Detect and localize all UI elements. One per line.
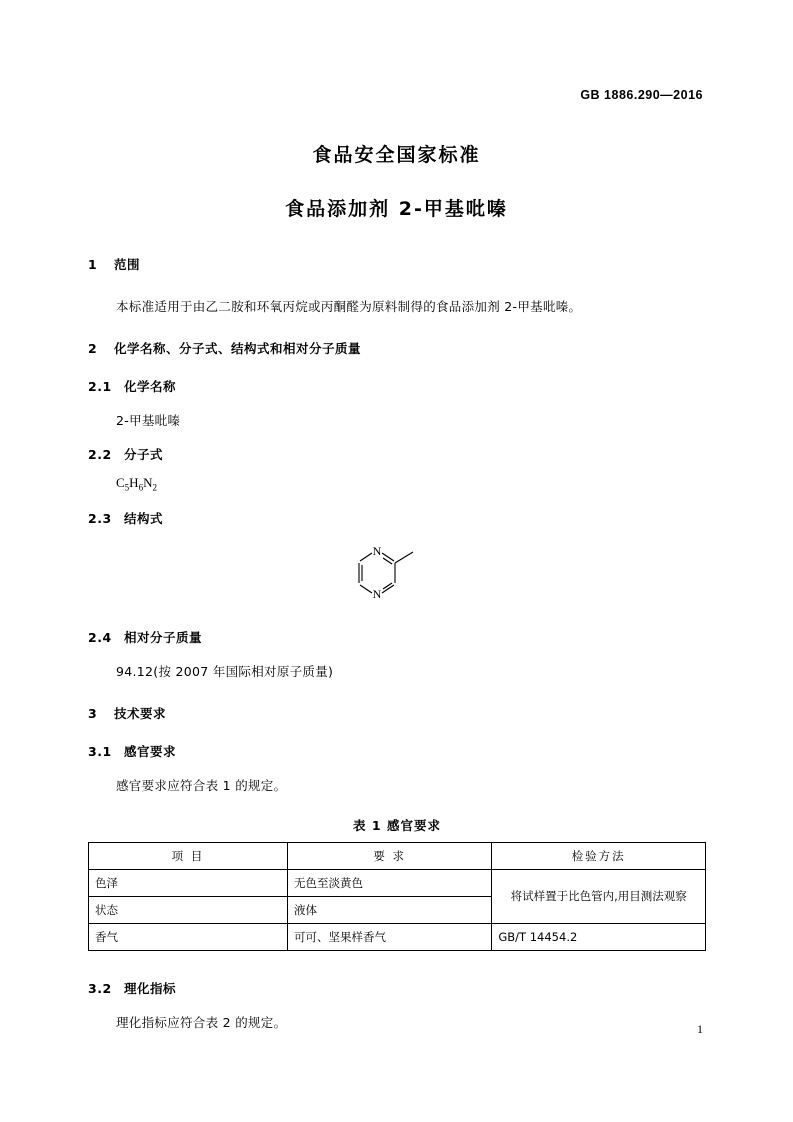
- section-title-3-1: 感官要求: [124, 743, 177, 759]
- section-number-2-2: 2.2: [88, 447, 112, 462]
- section-number-2-3: 2.3: [88, 510, 112, 526]
- section-title-2-4: 相对分子质量: [124, 629, 203, 645]
- cell-method: GB/T 14454.2: [492, 923, 706, 950]
- section-title-1: 范围: [114, 257, 141, 272]
- section-title-3-2: 理化指标: [124, 980, 177, 996]
- formula-c-count: 5: [124, 482, 130, 493]
- cell-method: 将试样置于比色管内,用目测法观察: [492, 869, 706, 923]
- atom-label-n-bottom: N: [372, 586, 382, 601]
- table-header-method: 检验方法: [492, 842, 706, 869]
- cell-item: 色泽: [89, 869, 288, 896]
- section-title-2-1: 化学名称: [124, 379, 177, 394]
- section-heading-1: [88, 255, 706, 273]
- cell-requirement: 无色至淡黄色: [288, 869, 492, 896]
- table-row: [89, 923, 706, 950]
- cell-requirement: 可可、坚果样香气: [288, 923, 492, 950]
- section-heading-3: [88, 704, 706, 722]
- pyrazine-structure-icon: [337, 537, 457, 607]
- formula-c: C: [116, 475, 125, 490]
- cell-requirement: 液体: [288, 896, 492, 923]
- section-number-2-1: 2.1: [88, 379, 112, 394]
- cell-item: 状态: [89, 896, 288, 923]
- table-header-row: [89, 842, 706, 869]
- section-title-2: 化学名称、分子式、结构式和相对分子质量: [114, 341, 362, 356]
- section-number-1: 1: [88, 257, 98, 272]
- formula-n: N: [143, 475, 153, 490]
- atom-label-n-top: N: [372, 543, 382, 558]
- section-title-3: 技术要求: [114, 705, 167, 721]
- title-block: [0, 140, 793, 224]
- section-heading-2-1: [88, 377, 706, 395]
- section-number-3-1: 3.1: [88, 743, 112, 759]
- sensory-requirements-table: [88, 842, 706, 951]
- document-content: [88, 255, 706, 1031]
- table-header-requirement: 要 求: [288, 842, 492, 869]
- section-3-1-body: 感官要求应符合表 1 的规定。: [116, 777, 287, 793]
- formula-n-count: 2: [152, 482, 157, 493]
- section-heading-2-2: [88, 445, 706, 463]
- section-number-2-4: 2.4: [88, 629, 112, 645]
- document-title-line2: 食品添加剂 2-甲基吡嗪: [285, 198, 508, 220]
- standard-code: GB 1886.290—2016: [580, 88, 703, 102]
- cell-item: 香气: [89, 923, 288, 950]
- table-row: [89, 869, 706, 896]
- formula-h: H: [129, 475, 139, 490]
- section-1-body: 本标准适用于由乙二胺和环氧丙烷或丙酮醛为原料制得的食品添加剂 2-甲基吡嗪。: [116, 299, 582, 314]
- section-heading-2-3: [88, 509, 706, 527]
- section-number-3: 3: [88, 705, 98, 721]
- section-heading-2: [88, 339, 706, 357]
- section-2-4-body: 94.12(按 2007 年国际相对原子质量): [116, 663, 334, 679]
- section-heading-2-4: [88, 628, 706, 646]
- section-heading-3-1: [88, 742, 706, 760]
- molecular-formula: [88, 475, 706, 493]
- section-2-1-body: 2-甲基吡嗪: [116, 413, 181, 428]
- page-number: 1: [697, 1022, 703, 1036]
- section-heading-3-2: [88, 979, 706, 997]
- document-title-line1: 食品安全国家标准: [312, 144, 481, 166]
- structure-formula-figure: [88, 527, 706, 616]
- formula-h-count: 6: [138, 482, 144, 493]
- table-1-caption: 表 1 感官要求: [353, 817, 441, 833]
- section-title-2-2: 分子式: [124, 447, 164, 462]
- section-title-2-3: 结构式: [124, 510, 164, 526]
- section-number-2: 2: [88, 341, 98, 356]
- table-header-item: 项 目: [89, 842, 288, 869]
- section-number-3-2: 3.2: [88, 980, 112, 996]
- section-3-2-body: 理化指标应符合表 2 的规定。: [116, 1014, 287, 1030]
